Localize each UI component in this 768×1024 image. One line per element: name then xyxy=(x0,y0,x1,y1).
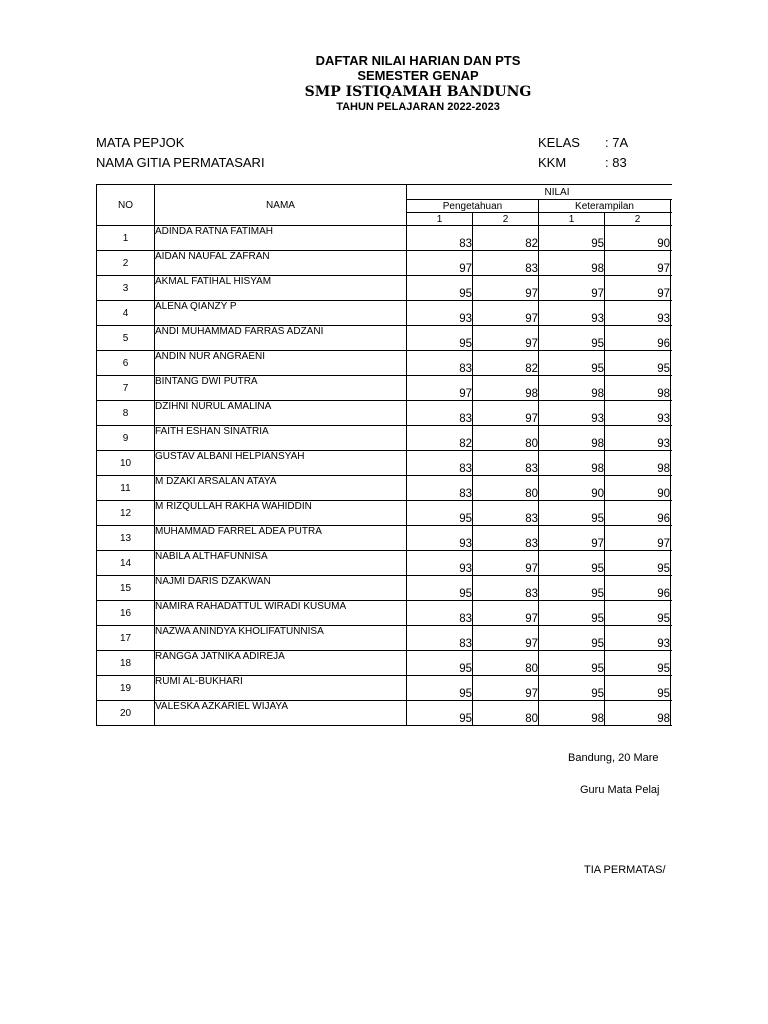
student-name: M DZAKI ARSALAN ATAYA xyxy=(155,476,407,501)
pengetahuan-2: 97 xyxy=(473,551,539,576)
keterampilan-1: 98 xyxy=(539,426,605,451)
keterampilan-1: 95 xyxy=(539,326,605,351)
table-row xyxy=(97,701,708,726)
pengetahuan-2: 97 xyxy=(473,676,539,701)
pengetahuan-2: 82 xyxy=(473,226,539,251)
row-number: 12 xyxy=(97,501,155,526)
pengetahuan-1: 97 xyxy=(407,376,473,401)
row-number: 20 xyxy=(97,701,155,726)
table-row xyxy=(97,376,708,401)
academic-year: TAHUN PELAJARAN 2022-2023 xyxy=(336,101,500,113)
keterampilan-2: 95 xyxy=(605,351,671,376)
pengetahuan-2: 97 xyxy=(473,601,539,626)
pengetahuan-1: 95 xyxy=(407,651,473,676)
student-name: ALENA QIANZY P xyxy=(155,301,407,326)
table-row xyxy=(97,601,708,626)
pengetahuan-1: 93 xyxy=(407,526,473,551)
row-number: 8 xyxy=(97,401,155,426)
row-number: 11 xyxy=(97,476,155,501)
page-edge xyxy=(672,184,768,744)
header-p1: 1 xyxy=(407,213,473,226)
student-name: NAJMI DARIS DZAKWAN xyxy=(155,576,407,601)
class-value: : 7A xyxy=(605,135,629,150)
table-row xyxy=(97,676,708,701)
keterampilan-1: 95 xyxy=(539,651,605,676)
header-k1: 1 xyxy=(539,213,605,226)
table-row xyxy=(97,226,708,251)
pengetahuan-1: 95 xyxy=(407,701,473,726)
signature-name: TIA PERMATAS/ xyxy=(584,864,666,876)
pengetahuan-1: 95 xyxy=(407,501,473,526)
student-name: MUHAMMAD FARREL ADEA PUTRA xyxy=(155,526,407,551)
title-line-2: SEMESTER GENAP xyxy=(357,68,479,83)
pengetahuan-2: 83 xyxy=(473,526,539,551)
pengetahuan-2: 97 xyxy=(473,326,539,351)
pengetahuan-2: 83 xyxy=(473,451,539,476)
student-name: FAITH ESHAN SINATRIA xyxy=(155,426,407,451)
pengetahuan-2: 80 xyxy=(473,701,539,726)
keterampilan-2: 90 xyxy=(605,476,671,501)
keterampilan-1: 97 xyxy=(539,526,605,551)
row-number: 10 xyxy=(97,451,155,476)
keterampilan-1: 95 xyxy=(539,601,605,626)
keterampilan-2: 95 xyxy=(605,551,671,576)
row-number: 7 xyxy=(97,376,155,401)
keterampilan-1: 95 xyxy=(539,226,605,251)
pengetahuan-1: 82 xyxy=(407,426,473,451)
student-name: ANDI MUHAMMAD FARRAS ADZANI xyxy=(155,326,407,351)
row-number: 3 xyxy=(97,276,155,301)
keterampilan-1: 97 xyxy=(539,276,605,301)
student-name: VALESKA AZKARIEL WIJAYA xyxy=(155,701,407,726)
student-name: RANGGA JATNIKA ADIREJA xyxy=(155,651,407,676)
keterampilan-1: 98 xyxy=(539,451,605,476)
row-number: 9 xyxy=(97,426,155,451)
signature-place-date: Bandung, 20 Mare xyxy=(568,752,659,764)
keterampilan-2: 95 xyxy=(605,676,671,701)
pengetahuan-2: 97 xyxy=(473,401,539,426)
header-k2: 2 xyxy=(605,213,671,226)
pengetahuan-2: 83 xyxy=(473,251,539,276)
table-row xyxy=(97,651,708,676)
pengetahuan-2: 83 xyxy=(473,576,539,601)
table-row xyxy=(97,576,708,601)
table-row xyxy=(97,426,708,451)
student-name: GUSTAV ALBANI HELPIANSYAH xyxy=(155,451,407,476)
keterampilan-2: 98 xyxy=(605,451,671,476)
keterampilan-1: 93 xyxy=(539,301,605,326)
table-row xyxy=(97,526,708,551)
keterampilan-1: 95 xyxy=(539,501,605,526)
teacher-label: NAMA GITIA PERMATASARI xyxy=(96,155,265,170)
header-pengetahuan: Pengetahuan xyxy=(407,200,539,213)
row-number: 1 xyxy=(97,226,155,251)
student-name: AIDAN NAUFAL ZAFRAN xyxy=(155,251,407,276)
pengetahuan-1: 83 xyxy=(407,401,473,426)
keterampilan-1: 98 xyxy=(539,376,605,401)
pengetahuan-1: 95 xyxy=(407,326,473,351)
table-row xyxy=(97,251,708,276)
kkm-value: : 83 xyxy=(605,155,627,170)
row-number: 15 xyxy=(97,576,155,601)
table-row xyxy=(97,351,708,376)
school-name: SMP ISTIQAMAH BANDUNG xyxy=(304,84,532,100)
student-name: ADINDA RATNA FATIMAH xyxy=(155,226,407,251)
pengetahuan-1: 93 xyxy=(407,551,473,576)
keterampilan-2: 96 xyxy=(605,501,671,526)
keterampilan-2: 98 xyxy=(605,376,671,401)
signature-role: Guru Mata Pelaj xyxy=(580,784,660,796)
header-p2: 2 xyxy=(473,213,539,226)
header-nilai: NILAI xyxy=(407,185,708,200)
pengetahuan-1: 83 xyxy=(407,476,473,501)
header-name: NAMA xyxy=(155,185,407,226)
student-name: NABILA ALTHAFUNNISA xyxy=(155,551,407,576)
pengetahuan-2: 80 xyxy=(473,651,539,676)
title-line-1: DAFTAR NILAI HARIAN DAN PTS xyxy=(315,53,521,68)
student-name: DZIHNI NURUL AMALINA xyxy=(155,401,407,426)
student-name: NAZWA ANINDYA KHOLIFATUNNISA xyxy=(155,626,407,651)
student-name: ANDIN NUR ANGRAENI xyxy=(155,351,407,376)
keterampilan-2: 95 xyxy=(605,601,671,626)
keterampilan-1: 95 xyxy=(539,626,605,651)
student-name: AKMAL FATIHAL HISYAM xyxy=(155,276,407,301)
keterampilan-1: 95 xyxy=(539,576,605,601)
row-number: 16 xyxy=(97,601,155,626)
keterampilan-2: 97 xyxy=(605,526,671,551)
pengetahuan-2: 97 xyxy=(473,276,539,301)
row-number: 4 xyxy=(97,301,155,326)
pengetahuan-2: 83 xyxy=(473,501,539,526)
pengetahuan-2: 97 xyxy=(473,626,539,651)
keterampilan-1: 98 xyxy=(539,251,605,276)
keterampilan-2: 96 xyxy=(605,576,671,601)
table-row xyxy=(97,551,708,576)
header-keterampilan: Keterampilan xyxy=(539,200,671,213)
keterampilan-2: 97 xyxy=(605,276,671,301)
keterampilan-2: 96 xyxy=(605,326,671,351)
pengetahuan-2: 80 xyxy=(473,476,539,501)
student-name: BINTANG DWI PUTRA xyxy=(155,376,407,401)
keterampilan-1: 90 xyxy=(539,476,605,501)
student-name: RUMI AL-BUKHARI xyxy=(155,676,407,701)
keterampilan-2: 93 xyxy=(605,626,671,651)
pengetahuan-2: 80 xyxy=(473,426,539,451)
row-number: 17 xyxy=(97,626,155,651)
row-number: 14 xyxy=(97,551,155,576)
keterampilan-2: 95 xyxy=(605,651,671,676)
keterampilan-1: 95 xyxy=(539,676,605,701)
keterampilan-1: 95 xyxy=(539,551,605,576)
pengetahuan-1: 83 xyxy=(407,626,473,651)
keterampilan-1: 93 xyxy=(539,401,605,426)
student-name: M RIZQULLAH RAKHA WAHIDDIN xyxy=(155,501,407,526)
keterampilan-2: 93 xyxy=(605,426,671,451)
row-number: 5 xyxy=(97,326,155,351)
class-label: KELAS xyxy=(538,135,580,150)
pengetahuan-2: 97 xyxy=(473,301,539,326)
keterampilan-1: 95 xyxy=(539,351,605,376)
pengetahuan-1: 83 xyxy=(407,226,473,251)
table-row xyxy=(97,476,708,501)
pengetahuan-2: 82 xyxy=(473,351,539,376)
pengetahuan-2: 98 xyxy=(473,376,539,401)
table-row xyxy=(97,326,708,351)
table-row xyxy=(97,301,708,326)
keterampilan-2: 93 xyxy=(605,401,671,426)
header-no: NO xyxy=(97,185,155,226)
row-number: 13 xyxy=(97,526,155,551)
keterampilan-2: 98 xyxy=(605,701,671,726)
subject-label: MATA PEPJOK xyxy=(96,135,185,150)
pengetahuan-1: 83 xyxy=(407,351,473,376)
table-row xyxy=(97,401,708,426)
pengetahuan-1: 95 xyxy=(407,576,473,601)
pengetahuan-1: 83 xyxy=(407,451,473,476)
pengetahuan-1: 95 xyxy=(407,676,473,701)
pengetahuan-1: 97 xyxy=(407,251,473,276)
row-number: 2 xyxy=(97,251,155,276)
keterampilan-2: 90 xyxy=(605,226,671,251)
keterampilan-1: 98 xyxy=(539,701,605,726)
pengetahuan-1: 83 xyxy=(407,601,473,626)
pengetahuan-1: 95 xyxy=(407,276,473,301)
keterampilan-2: 97 xyxy=(605,251,671,276)
table-row xyxy=(97,626,708,651)
kkm-label: KKM xyxy=(538,155,567,170)
row-number: 6 xyxy=(97,351,155,376)
table-row xyxy=(97,451,708,476)
keterampilan-2: 93 xyxy=(605,301,671,326)
grades-table xyxy=(96,184,708,726)
pengetahuan-1: 93 xyxy=(407,301,473,326)
row-number: 18 xyxy=(97,651,155,676)
student-name: NAMIRA RAHADATTUL WIRADI KUSUMA xyxy=(155,601,407,626)
row-number: 19 xyxy=(97,676,155,701)
table-row xyxy=(97,501,708,526)
table-row xyxy=(97,276,708,301)
